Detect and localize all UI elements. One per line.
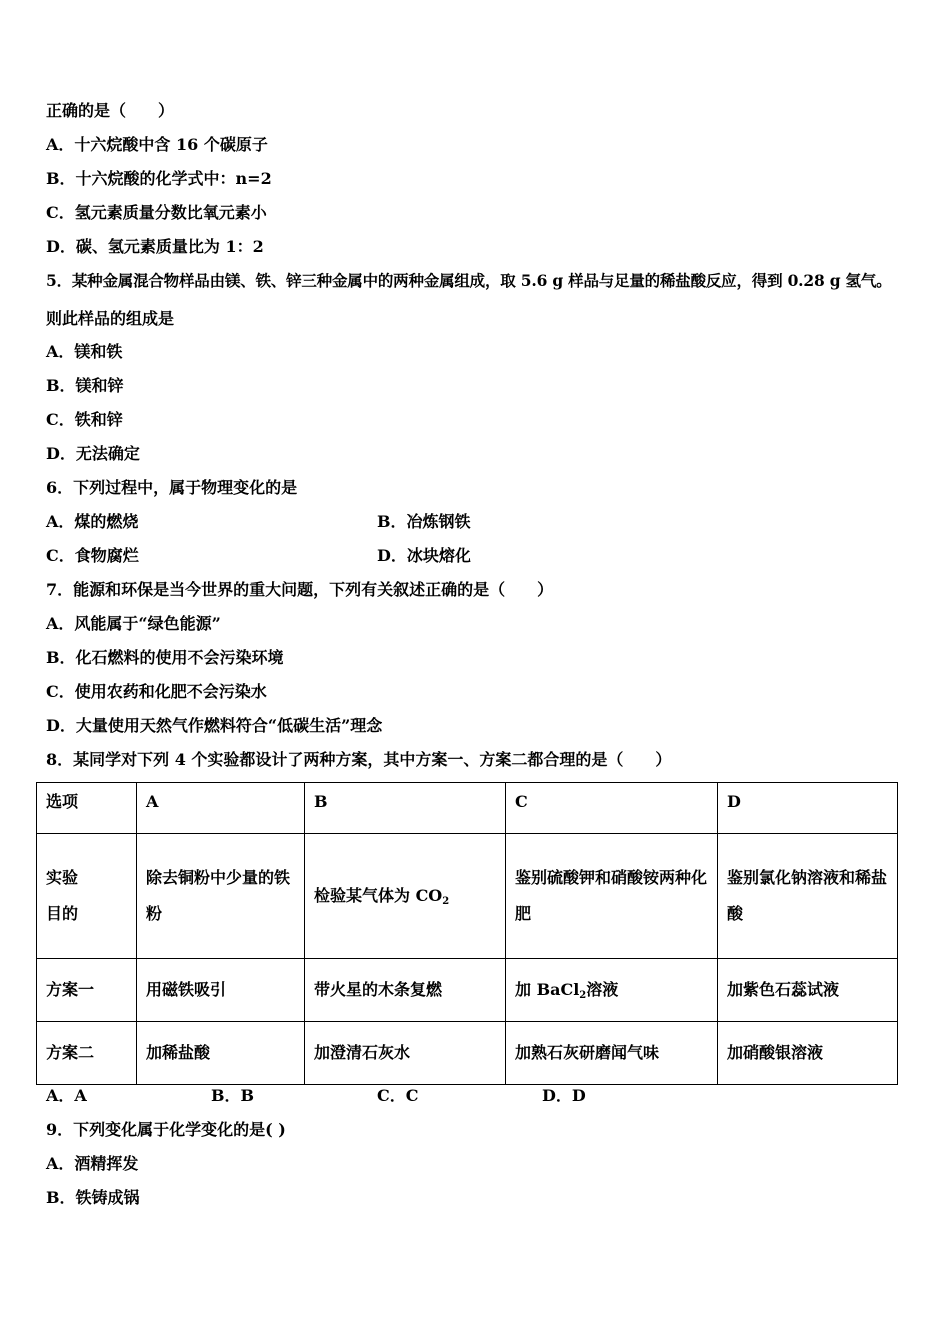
- q7-option-d: D．大量使用天然气作燃料符合“低碳生活”理念: [46, 716, 383, 735]
- purpose-d-cell: 鉴别氯化钠溶液和稀盐酸: [718, 834, 898, 959]
- header-cell-a: A: [137, 783, 305, 834]
- q4-option-c: C．氢元素质量分数比氧元素小: [46, 203, 267, 222]
- header-cell-d: D: [718, 783, 898, 834]
- q7-option-c: C．使用农药和化肥不会污染水: [46, 682, 267, 701]
- purpose-c-cell: 鉴别硫酸钾和硝酸铵两种化肥: [506, 834, 718, 959]
- q7-option-a: A．风能属于“绿色能源”: [46, 614, 221, 633]
- q6-option-b: B．冶炼钢铁: [377, 512, 471, 531]
- header-cell-option: 选项: [37, 783, 137, 834]
- q8-stem: 8．某同学对下列 4 个实验都设计了两种方案，其中方案一、方案二都合理的是（ ）: [46, 750, 672, 769]
- q9-option-b: B．铁铸成锅: [46, 1188, 140, 1207]
- q4-option-d: D．碳、氢元素质量比为 1：2: [46, 237, 264, 256]
- q4-option-a: A．十六烷酸中含 16 个碳原子: [46, 135, 268, 154]
- purpose-label-cell: [37, 834, 137, 959]
- plan2-label-cell: 方案二: [37, 1022, 137, 1085]
- plan1-label-cell: 方案一: [37, 959, 137, 1022]
- plan2-b-cell: 加澄清石灰水: [305, 1022, 506, 1085]
- plan1-c-suffix: 溶液: [586, 980, 619, 999]
- plan1-c-text: 加 BaCl: [515, 980, 580, 999]
- plan1-b-cell: 带火星的木条复燃: [305, 959, 506, 1022]
- q5-option-a: A．镁和铁: [46, 342, 123, 361]
- header-cell-b: B: [305, 783, 506, 834]
- purpose-a-cell: 除去铜粉中少量的铁粉: [137, 834, 305, 959]
- q4-option-b: B．十六烷酸的化学式中：n=2: [46, 169, 272, 188]
- q7-stem: 7．能源和环保是当今世界的重大问题，下列有关叙述正确的是（ ）: [46, 580, 554, 599]
- table-row-plan2: [37, 1022, 898, 1085]
- q7-option-b: B．化石燃料的使用不会污染环境: [46, 648, 284, 667]
- purpose-b-subscript: 2: [442, 896, 450, 907]
- header-cell-c: C: [506, 783, 718, 834]
- q8-option-c: C．C: [377, 1086, 419, 1105]
- q8-option-d: D．D: [542, 1086, 586, 1105]
- q6-stem: 6．下列过程中，属于物理变化的是: [46, 478, 298, 497]
- q6-option-c: C．食物腐烂: [46, 546, 139, 565]
- purpose-label-line2: 目的: [46, 904, 79, 923]
- plan1-c-subscript: 2: [579, 990, 587, 1001]
- q4-stem-tail: 正确的是（ ）: [46, 101, 175, 120]
- q8-option-a: A．A: [46, 1086, 87, 1105]
- plan2-a-cell: 加稀盐酸: [137, 1022, 305, 1085]
- purpose-b-text: 检验某气体为 CO: [314, 886, 443, 905]
- q5-option-c: C．铁和锌: [46, 410, 123, 429]
- q5-option-d: D．无法确定: [46, 444, 140, 463]
- plan1-c-cell: [506, 959, 718, 1022]
- experiment-table: [36, 782, 898, 1085]
- plan1-d-cell: 加紫色石蕊试液: [718, 959, 898, 1022]
- q8-option-b: B．B: [211, 1086, 255, 1105]
- purpose-b-cell: [305, 834, 506, 959]
- table-row-purpose: [37, 834, 898, 959]
- q5-stem-line1: 5．某种金属混合物样品由镁、铁、锌三种金属中的两种金属组成，取 5.6 g 样品与足量的稀盐酸反应，得到 0.28 g 氢气。: [46, 271, 892, 290]
- purpose-label-line1: 实验: [46, 868, 79, 887]
- q6-option-a: A．煤的燃烧: [46, 512, 139, 531]
- q5-stem-line2: 则此样品的组成是: [46, 309, 175, 328]
- table-row-plan1: [37, 959, 898, 1022]
- plan1-a-cell: 用磁铁吸引: [137, 959, 305, 1022]
- q6-option-d: D．冰块熔化: [377, 546, 471, 565]
- table-header-row: [37, 783, 898, 834]
- q5-option-b: B．镁和锌: [46, 376, 124, 395]
- plan2-c-cell: 加熟石灰研磨闻气味: [506, 1022, 718, 1085]
- plan2-d-cell: 加硝酸银溶液: [718, 1022, 898, 1085]
- q9-stem: 9．下列变化属于化学变化的是( ): [46, 1120, 286, 1139]
- q9-option-a: A．酒精挥发: [46, 1154, 139, 1173]
